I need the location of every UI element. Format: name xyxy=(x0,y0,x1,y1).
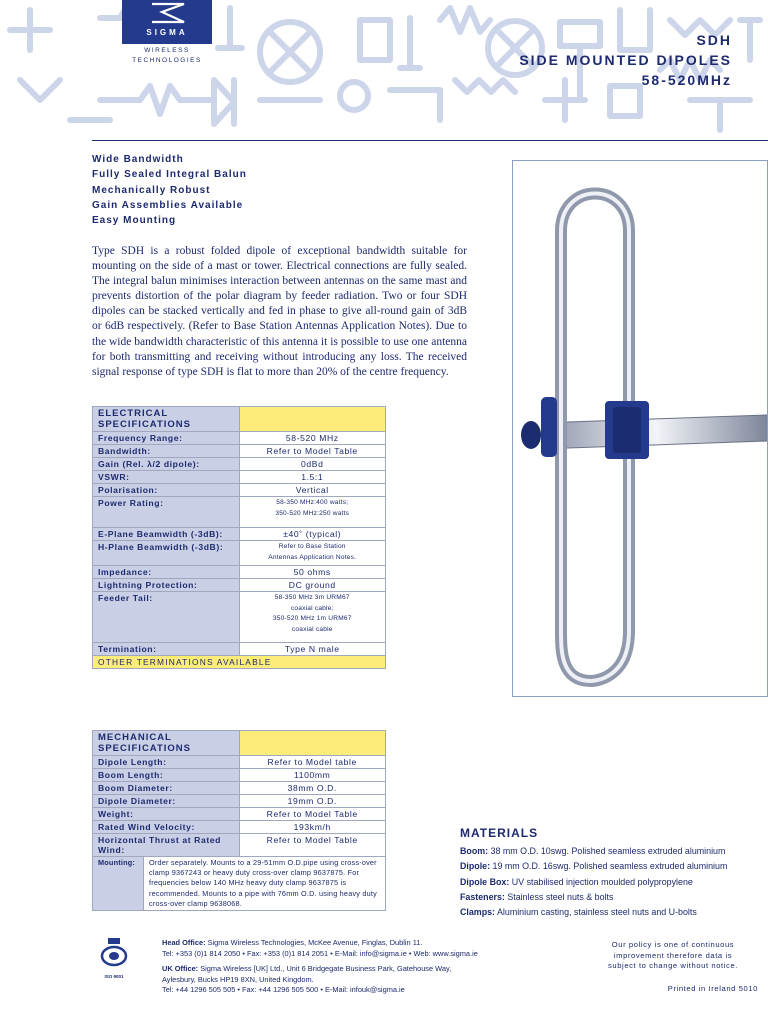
head-office-line-1 xyxy=(162,938,478,949)
table-row xyxy=(93,795,386,808)
spec-value: Refer to Model Table xyxy=(239,445,386,458)
spec-value xyxy=(239,497,386,528)
table-row xyxy=(93,756,386,769)
uk-office-line-1 xyxy=(162,964,478,975)
uk-office-address-2: Aylesbury, Bucks HP19 8XN, United Kingdom. xyxy=(162,974,314,984)
printed-note: Printed in Ireland 5010 xyxy=(667,983,758,993)
spec-value: 193km/h xyxy=(239,821,386,834)
logo-block xyxy=(122,0,212,44)
spec-value: 58-520 MHz xyxy=(239,432,386,445)
logo-subtitle-technologies: TECHNOLOGIES xyxy=(132,57,202,64)
spec-value: Vertical xyxy=(239,484,386,497)
uk-office-address: Sigma Wireless [UK] Ltd., Unit 6 Bridgegate Business Park, Gatehouse Way, xyxy=(198,964,452,974)
spec-label: Boom Length: xyxy=(93,769,240,782)
header-rule xyxy=(92,140,768,141)
table-row xyxy=(93,643,386,656)
table-row xyxy=(93,458,386,471)
table-row xyxy=(93,471,386,484)
product-photo xyxy=(512,160,768,697)
logo-text: SIGMA xyxy=(146,28,188,37)
material-label: Dipole Box: xyxy=(460,876,510,887)
policy-notice xyxy=(588,940,758,994)
feature-list xyxy=(92,152,247,228)
spec-label: E-Plane Beamwidth (-3dB): xyxy=(93,528,240,541)
table-row xyxy=(93,592,386,643)
table-row xyxy=(93,834,386,857)
table-row xyxy=(93,484,386,497)
title-line-2: SIDE MOUNTED DIPOLES xyxy=(519,52,732,68)
mounting-text: Order separately. Mounts to a 29-51mm O.D.pipe using cross-over clamp 9367243 or heavy duty cross-over clamp 9637875. For frequencies below 140 MHz heavy duty clamp 9637875 is recommended. Mounts to a pipe with 76mm O.D. using heavy duty cross-over clamp 9638068. xyxy=(144,857,386,910)
spec-value: 1100mm xyxy=(239,769,386,782)
spec-label: VSWR: xyxy=(93,471,240,484)
spec-label: Horizontal Thrust at Rated Wind: xyxy=(93,834,240,857)
feature-item: Gain Assemblies Available xyxy=(92,199,244,211)
material-label: Clamps: xyxy=(460,907,496,918)
mounting-label: Mounting: xyxy=(93,857,144,910)
spec-value-line: coaxial cable xyxy=(291,625,333,633)
sigma-swoosh-icon xyxy=(122,0,212,28)
spec-label: H-Plane Beamwidth (-3dB): xyxy=(93,541,240,566)
materials-title: MATERIALS xyxy=(460,826,539,840)
feature-item: Mechanically Robust xyxy=(92,184,211,196)
spec-label: Rated Wind Velocity: xyxy=(93,821,240,834)
spec-label: Polarisation: xyxy=(93,484,240,497)
table-row xyxy=(93,579,386,592)
spec-label: Frequency Range: xyxy=(93,432,240,445)
spec-value-line: 350-520 MHz:250 watts xyxy=(275,509,350,517)
material-text: 38 mm O.D. 10swg. Polished seamless extruded aluminium xyxy=(488,846,726,856)
materials-section xyxy=(460,826,760,920)
feature-item: Easy Mounting xyxy=(92,215,177,227)
spec-label: Boom Diameter: xyxy=(93,782,240,795)
material-item xyxy=(460,890,760,905)
spec-label: Dipole Length: xyxy=(93,756,240,769)
spec-value-line: 350-520 MHz 1m URM67 xyxy=(272,615,352,622)
material-label: Fasteners: xyxy=(460,891,505,902)
iso-certification-logo xyxy=(94,938,134,982)
uk-office-label: UK Office: xyxy=(162,964,199,974)
spec-label: Bandwidth: xyxy=(93,445,240,458)
table-row xyxy=(93,821,386,834)
table-row xyxy=(93,432,386,445)
spec-value: ±40˚ (typical) xyxy=(239,528,386,541)
table-row xyxy=(93,541,386,566)
table-row xyxy=(93,808,386,821)
material-text: Aluminium casting, stainless steel nuts and U-bolts xyxy=(495,907,697,918)
spec-value-line: Refer to Base Station xyxy=(278,543,346,550)
spec-value: Type N male xyxy=(239,643,386,656)
electrical-specs-table xyxy=(92,406,386,669)
iso-badge-text: ISO 9001 xyxy=(104,974,124,979)
feature-item: Fully Sealed Integral Balun xyxy=(92,169,247,181)
spec-value xyxy=(239,592,386,643)
spec-value: 1.5:1 xyxy=(239,471,386,484)
policy-line: subject to change without notice. xyxy=(608,961,738,970)
table-row xyxy=(93,782,386,795)
product-title xyxy=(519,30,732,90)
policy-line: improvement therefore data is xyxy=(613,950,733,960)
spec-value-line: 58-350 MHz:400 watts; xyxy=(276,499,349,506)
uk-office-contact: Tel: +44 1296 505 505 • Fax: +44 1296 505 500 • E-Mail: infouk@sigma.ie xyxy=(162,985,405,995)
material-item xyxy=(460,859,760,874)
spec-value: 50 ohms xyxy=(239,566,386,579)
mounting-inner xyxy=(93,857,385,910)
material-text: 19 mm O.D. 16swg. Polished seamless extruded aluminium xyxy=(490,861,728,872)
intro-paragraph: Type SDH is a robust folded dipole of exceptional bandwidth suitable for mounting on the side of a mast or tower. Electrical connections are fully sealed. The integral balun minimises interaction between antennas on the same mast and prevents distortion of the polar diagram by feeder radiation. Two or four SDH dipoles can be stacked vertically and fed in phase to give all-round gain of 3dB or 6dB respectively. (Refer to Base Station Antennas Application Notes). Due to the wide bandwidth characteristic of this antenna it is possible to use one antenna for both transmitting and receiving without introducing any loss. The received signal response of type SDH is flat to more than 20% of the centre frequency. xyxy=(92,245,467,378)
spec-value: Refer to Model Table xyxy=(239,808,386,821)
sigma-logo xyxy=(112,0,222,72)
terminations-note: OTHER TERMINATIONS AVAILABLE xyxy=(93,656,386,669)
material-label: Boom: xyxy=(460,846,489,856)
head-office-contact: Tel: +353 (0)1 814 2050 • Fax: +353 (0)1 814 2051 • E-Mail: info@sigma.ie • Web: www.sigma.ie xyxy=(162,948,478,958)
material-label: Dipole: xyxy=(460,861,491,872)
spec-label: Dipole Diameter: xyxy=(93,795,240,808)
policy-line: Our policy is one of continuous xyxy=(611,940,735,949)
spec-value: DC ground xyxy=(239,579,386,592)
head-office-address: Sigma Wireless Technologies, McKee Avenue, Finglas, Dublin 11. xyxy=(205,938,423,947)
table-row xyxy=(93,769,386,782)
spec-value: Refer to Model table xyxy=(239,756,386,769)
table-row xyxy=(93,497,386,528)
feature-item: Wide Bandwidth xyxy=(92,154,184,165)
spec-label: Weight: xyxy=(93,808,240,821)
electrical-specs-heading: ELECTRICAL SPECIFICATIONS xyxy=(93,407,240,432)
spec-value: Refer to Model Table xyxy=(239,834,386,857)
table-row xyxy=(93,566,386,579)
spec-label: Termination: xyxy=(93,643,240,656)
mounting-row xyxy=(93,857,386,911)
spec-label: Gain (Rel. λ/2 dipole): xyxy=(93,458,240,471)
spec-value: 19mm O.D. xyxy=(239,795,386,808)
heading-swatch xyxy=(239,731,386,756)
table-row xyxy=(93,528,386,541)
mechanical-specs-heading: MECHANICAL SPECIFICATIONS xyxy=(93,731,240,756)
spec-value-line: 58-350 MHz 3m URM67 xyxy=(274,594,350,601)
logo-subtitle-wireless: WIRELESS xyxy=(144,47,190,54)
contact-details xyxy=(162,938,478,996)
table-row xyxy=(93,857,386,911)
material-text: Stainless steel nuts & bolts xyxy=(504,891,614,902)
mechanical-specs-table xyxy=(92,730,386,911)
material-text: UV stabilised injection moulded polypropylene xyxy=(509,876,693,887)
spec-label: Impedance: xyxy=(93,566,240,579)
spec-value-line: coaxial cable; xyxy=(290,604,334,612)
heading-swatch xyxy=(239,407,386,432)
spec-value xyxy=(239,541,386,566)
table-row xyxy=(93,445,386,458)
spec-label: Lightning Protection: xyxy=(93,579,240,592)
head-office-label: Head Office: xyxy=(162,938,206,947)
material-item xyxy=(460,905,760,920)
spec-label: Power Rating: xyxy=(93,497,240,528)
dipole-antenna-image xyxy=(513,161,768,697)
material-item xyxy=(460,844,760,859)
title-line-1: SDH xyxy=(696,32,732,48)
material-item xyxy=(460,875,760,890)
spec-label: Feeder Tail: xyxy=(93,592,240,643)
spec-value: 38mm O.D. xyxy=(239,782,386,795)
spec-value: 0dBd xyxy=(239,458,386,471)
title-line-3: 58-520MHz xyxy=(641,72,732,88)
spec-value-line: Antennas Application Notes. xyxy=(268,553,357,561)
